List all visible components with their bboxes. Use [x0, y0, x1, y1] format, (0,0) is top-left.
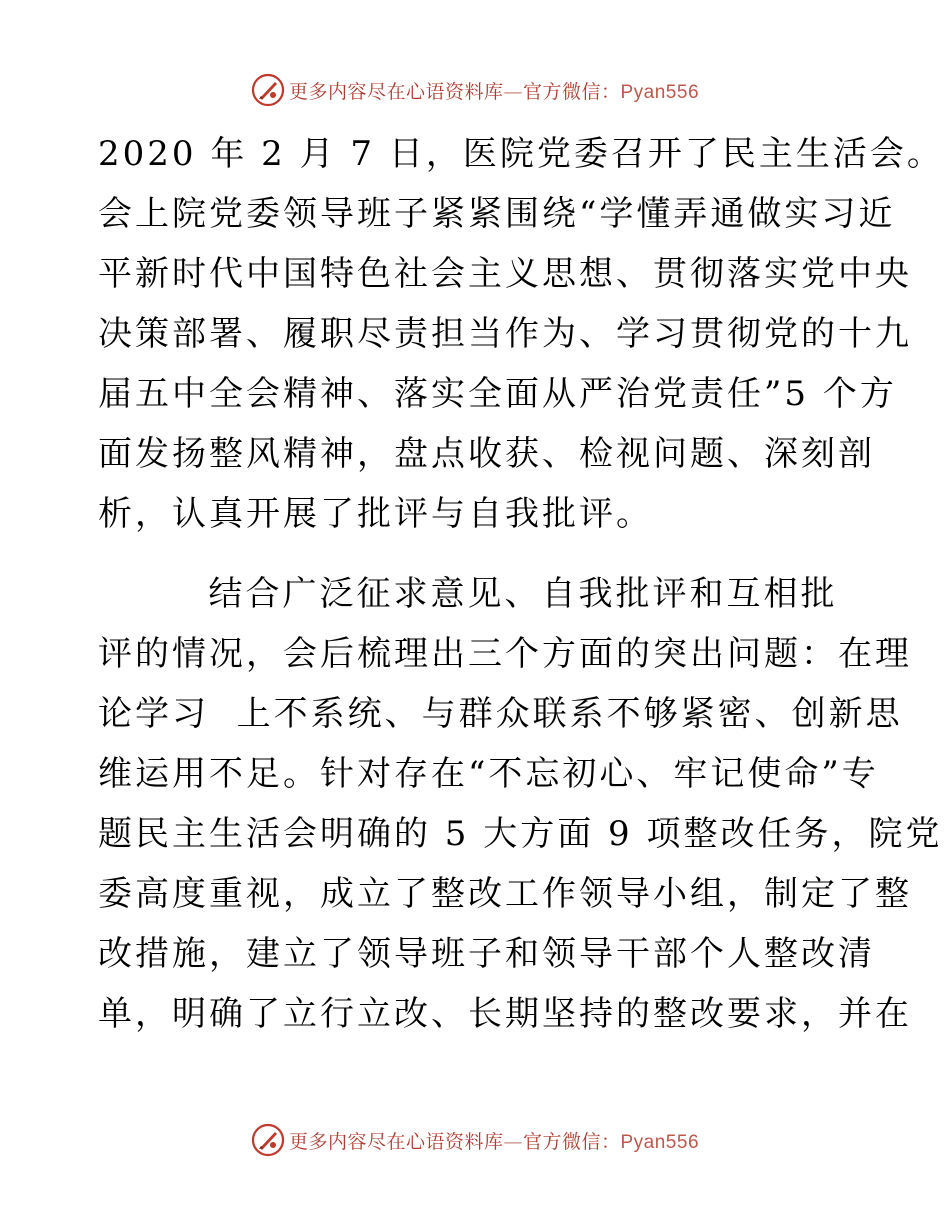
watermark-wechat-label: 官方微信：: [522, 1130, 621, 1153]
text-line: 会上院党委领导班子紧紧围绕“学懂弄通做实习近: [98, 194, 896, 234]
watermark-main: 更多内容尽在心语资料库: [288, 1130, 504, 1153]
text-line: 2020 年 2 月 7 日，医院党委召开了民主生活会。: [98, 134, 944, 174]
text-line: 单，明确了立行立改、长期坚持的整改要求，并在: [98, 994, 912, 1034]
text-line: 面发扬整风精神，盘点收获、检视问题、深刻剖: [98, 434, 875, 474]
quill-logo-icon: [251, 73, 285, 107]
watermark-separator: —: [503, 1130, 523, 1153]
text-line: 改措施，建立了领导班子和领导干部个人整改清: [98, 934, 875, 974]
header-watermark: [0, 70, 950, 110]
watermark-text: [289, 77, 699, 104]
watermark-wechat-id: Pyan556: [620, 1131, 700, 1153]
watermark-wechat-label: 官方微信：: [522, 80, 621, 103]
watermark-wechat-id: Pyan556: [620, 81, 700, 103]
quill-logo-icon: [251, 1123, 285, 1157]
paragraph-2: [98, 564, 943, 1044]
watermark-separator: —: [503, 80, 523, 103]
text-line: 届五中全会精神、落实全面从严治党责任”5 个方: [98, 374, 897, 414]
text-line: 析，认真开展了批评与自我批评。: [98, 494, 653, 534]
footer-watermark: [0, 1120, 950, 1160]
text-line: 平新时代中国特色社会主义思想、贯彻落实党中央: [98, 254, 912, 294]
paragraph-1: [98, 124, 944, 544]
text-line: 决策部署、履职尽责担当作为、学习贯彻党的十九: [98, 314, 912, 354]
text-line: 评的情况，会后梳理出三个方面的突出问题：在理: [98, 634, 912, 674]
paragraph-spacer: [98, 544, 858, 564]
text-line: 维运用不足。针对存在“不忘初心、牢记使命”专: [98, 754, 879, 794]
watermark-text: [289, 1127, 699, 1154]
text-line: 委高度重视，成立了整改工作领导小组，制定了整: [98, 874, 912, 914]
text-line: 论学习 上不系统、与群众联系不够紧密、创新思: [98, 694, 903, 734]
watermark-main: 更多内容尽在心语资料库: [288, 80, 504, 103]
text-line: 题民主生活会明确的 5 大方面 9 项整改任务，院党: [98, 814, 943, 854]
document-body: [98, 124, 944, 1044]
text-line: 结合广泛征求意见、自我批评和互相批: [98, 574, 838, 614]
